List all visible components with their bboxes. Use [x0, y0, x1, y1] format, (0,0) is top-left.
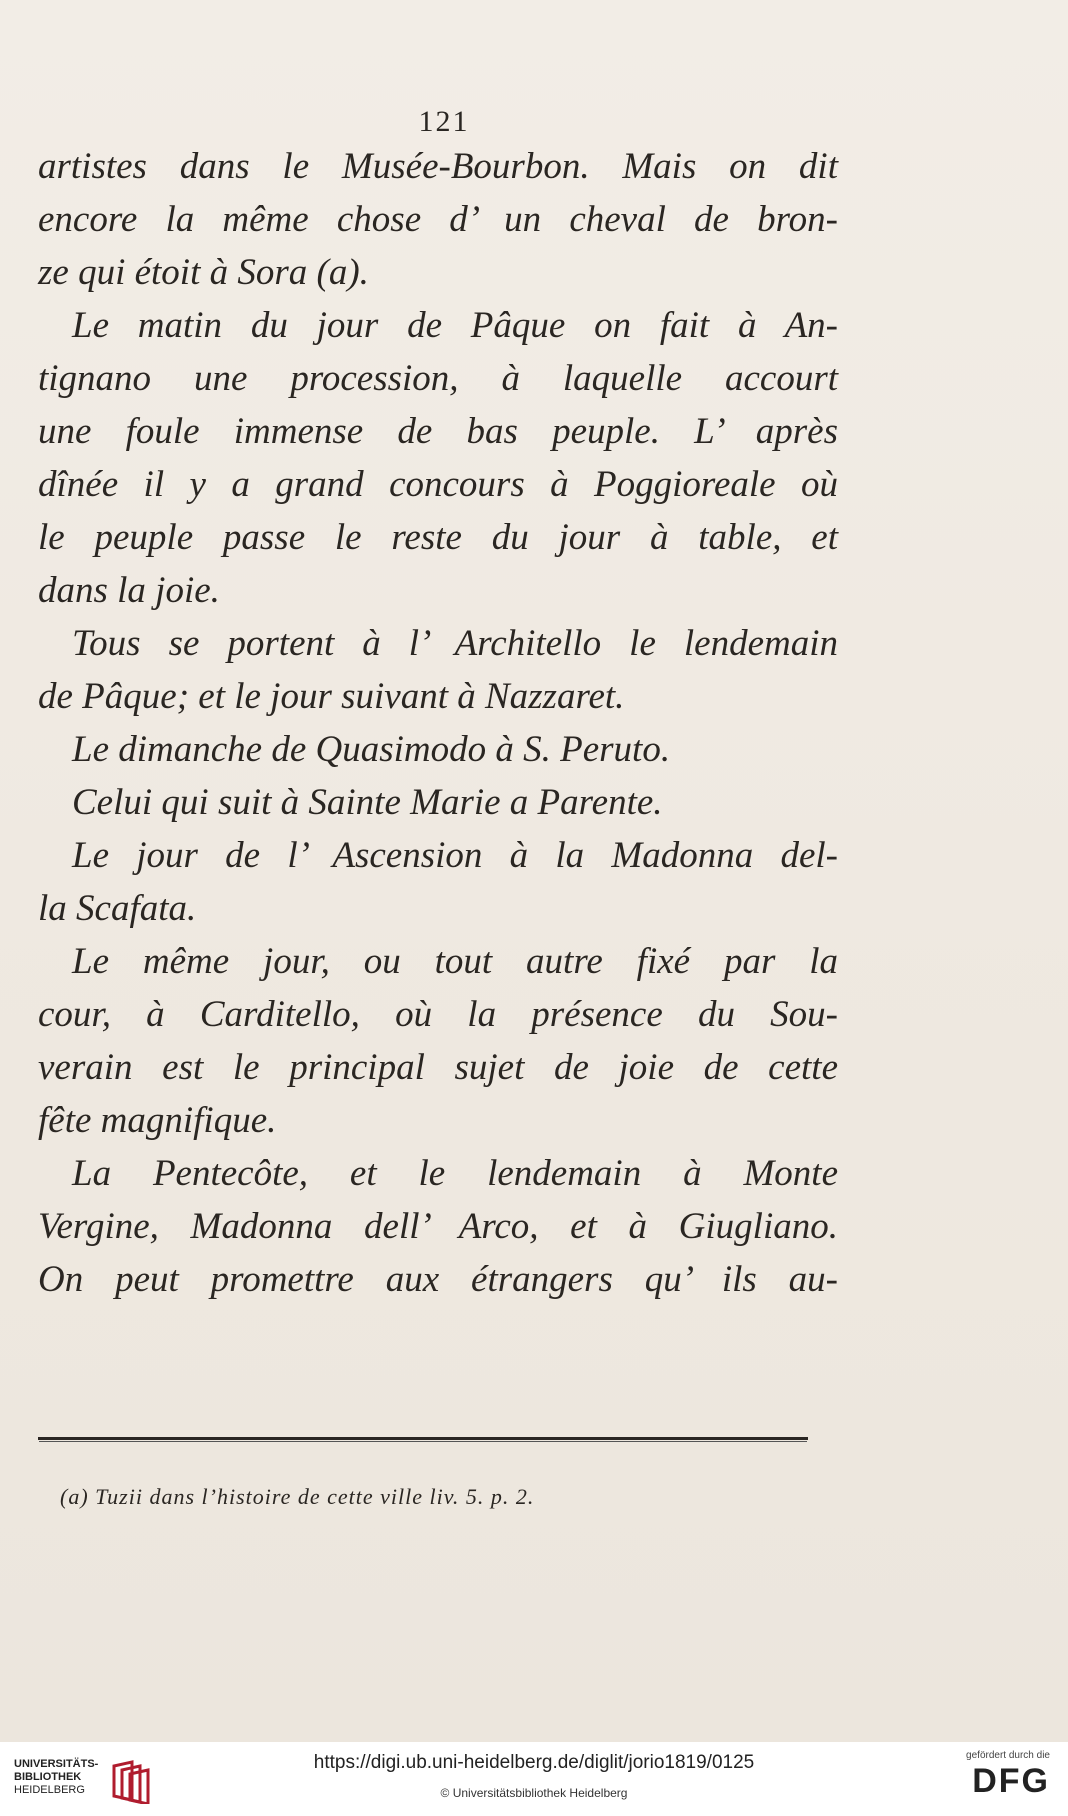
dfg-logo[interactable]	[940, 1750, 1050, 1801]
sponsor-label: gefördert durch die	[966, 1750, 1050, 1761]
viewer-footer	[0, 1742, 1068, 1816]
text-line: La Pentecôte, et le lendemain à Monte	[72, 1153, 838, 1194]
text-line: encore la même chose d’ un cheval de bron-	[38, 199, 838, 240]
text-line: cour, à Carditello, où la présence du Sou-	[38, 994, 838, 1035]
text-line: la Scafata.	[38, 888, 197, 929]
text-line: Vergine, Madonna dell’ Arco, et à Giugliano.	[38, 1206, 838, 1247]
text-line: fête magnifique.	[38, 1100, 277, 1141]
text-line: Le dimanche de Quasimodo à S. Peruto.	[72, 729, 671, 770]
text-line: Le matin du jour de Pâque on fait à An-	[72, 305, 838, 346]
text-line: Tous se portent à l’ Architello le lendemain	[72, 623, 838, 664]
copyright-notice: © Universitätsbibliothek Heidelberg	[440, 1786, 628, 1800]
text-line: Le jour de l’ Ascension à la Madonna del-	[72, 835, 838, 876]
footnote-divider	[38, 1437, 808, 1440]
text-line: dînée il y a grand concours à Poggioreale où	[38, 464, 838, 505]
library-name-line: UNIVERSITÄTS-	[14, 1758, 99, 1770]
text-line: une foule immense de bas peuple. L’ après	[38, 411, 838, 452]
text-line: ze qui étoit à Sora (a).	[38, 252, 369, 293]
permalink[interactable]: https://digi.ub.uni-heidelberg.de/diglit/jorio1819/0125	[313, 1752, 755, 1773]
text-line: On peut promettre aux étrangers qu’ ils au-	[38, 1259, 838, 1300]
text-line: Celui qui suit à Sainte Marie a Parente.	[72, 782, 663, 823]
text-line: verain est le principal sujet de joie de cette	[38, 1047, 838, 1088]
footnote: (a) Tuzii dans l’histoire de cette ville liv. 5. p. 2.	[60, 1484, 535, 1509]
library-name-line: BIBLIOTHEK	[14, 1771, 82, 1783]
text-line: tignano une procession, à laquelle accourt	[38, 358, 838, 399]
text-line: artistes dans le Musée-Bourbon. Mais on dit	[38, 146, 838, 187]
text-line: Le même jour, ou tout autre fixé par la	[72, 941, 838, 982]
page-number: 121	[418, 105, 470, 138]
text-line: de Pâque; et le jour suivant à Nazzaret.	[38, 676, 625, 717]
text-line: le peuple passe le reste du jour à table, et	[38, 517, 838, 558]
library-name-line: HEIDELBERG	[14, 1784, 85, 1796]
body-text	[38, 140, 838, 1306]
text-line: dans la joie.	[38, 570, 220, 611]
dfg-wordmark: DFG	[972, 1762, 1050, 1800]
